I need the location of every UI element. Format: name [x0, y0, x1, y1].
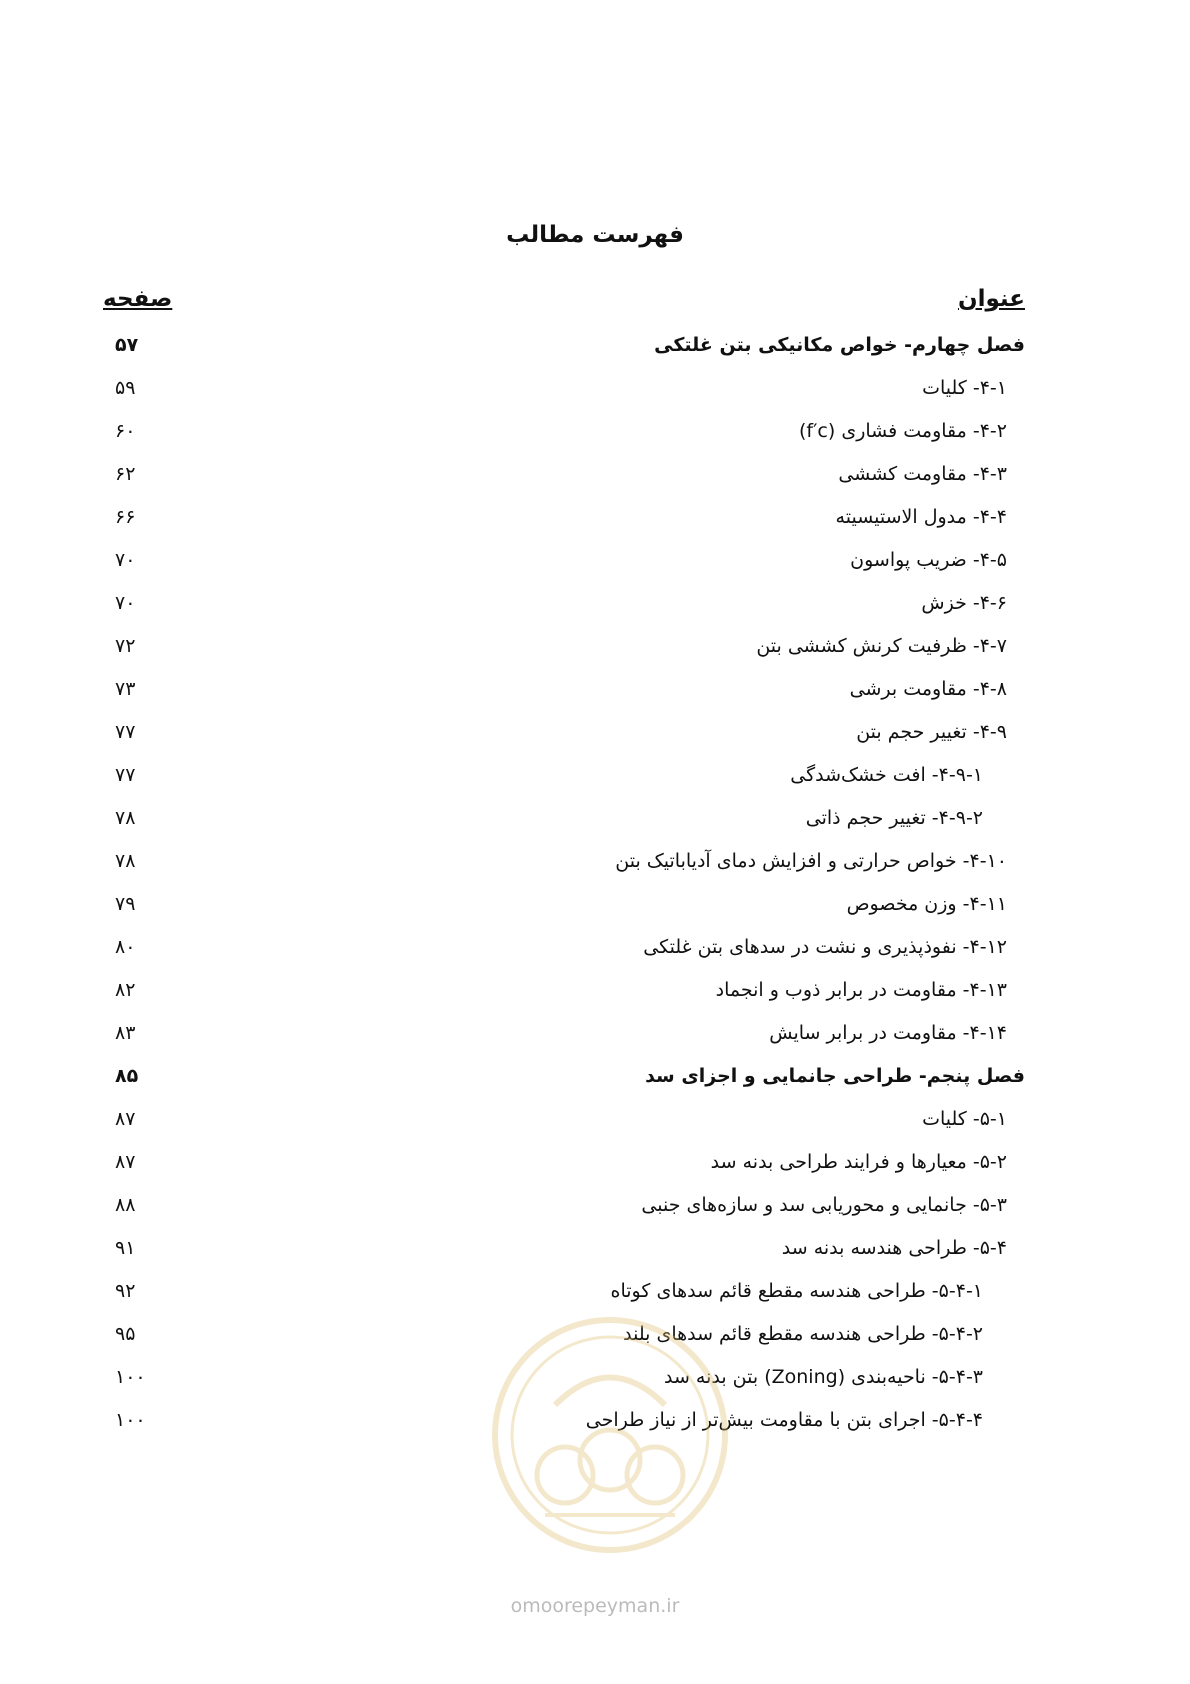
toc-entry-label: ۵-۴-۴- اجرای بتن با مقاومت بیش‌تر از نیاز طراحی — [585, 1409, 983, 1431]
toc-entry-page: ۷۹ — [115, 893, 136, 915]
toc-entry-label: ۴-۹-۱- افت خشک‌شدگی — [790, 764, 983, 786]
toc-entry-label: ۵-۴- طراحی هندسه بدنه سد — [781, 1237, 1007, 1259]
toc-entry-label: فصل چهارم- خواص مکانیکی بتن غلتکی — [654, 334, 1025, 356]
toc-entry-page: ۷۰ — [115, 592, 136, 614]
toc-entry-page: ۸۷ — [115, 1151, 136, 1173]
column-header-page: صفحه — [103, 286, 173, 312]
watermark-logo-icon — [485, 1310, 735, 1560]
toc-entry[interactable] — [0, 373, 1190, 419]
toc-entry-chapter[interactable] — [0, 1061, 1190, 1107]
toc-entry-page: ۷۷ — [115, 764, 136, 786]
toc-entry-page: ۵۹ — [115, 377, 136, 399]
toc-entry-page: ۹۲ — [115, 1280, 136, 1302]
toc-entry-page: ۷۸ — [115, 850, 136, 872]
toc-entry-label: ۴-۲- مقاومت فشاری (f′c) — [799, 420, 1007, 442]
toc-entry-page: ۹۱ — [115, 1237, 136, 1259]
toc-entry[interactable] — [0, 588, 1190, 634]
toc-entry-page: ۱۰۰ — [115, 1409, 146, 1431]
toc-entry-label: ۴-۴- مدول الاستیسیته — [835, 506, 1007, 528]
toc-entry-label: ۴-۹- تغییر حجم بتن — [856, 721, 1007, 743]
toc-entry[interactable] — [0, 1190, 1190, 1236]
toc-entry-label: ۵-۴-۳- ناحیه‌بندی (Zoning) بتن بدنه سد — [663, 1366, 983, 1388]
toc-entry[interactable] — [0, 717, 1190, 763]
toc-entry-label: ۴-۱۴- مقاومت در برابر سایش — [769, 1022, 1007, 1044]
toc-entry-page: ۷۸ — [115, 807, 136, 829]
toc-entry-label: ۵-۳- جانمایی و محوریابی سد و سازه‌های جنبی — [641, 1194, 1007, 1216]
toc-entry[interactable] — [0, 1104, 1190, 1150]
toc-entry[interactable] — [0, 545, 1190, 591]
toc-entry[interactable] — [0, 1233, 1190, 1279]
toc-entry-page: ۷۷ — [115, 721, 136, 743]
toc-entry-label: ۵-۴-۲- طراحی هندسه مقطع قائم سدهای بلند — [623, 1323, 983, 1345]
toc-entry[interactable] — [0, 631, 1190, 677]
toc-entry-label: ۴-۶- خزش — [921, 592, 1007, 614]
watermark-site-text: omoorepeyman.ir — [510, 1595, 680, 1617]
toc-entry-page: ۸۸ — [115, 1194, 136, 1216]
toc-entry-label: ۵-۲- معیارها و فرایند طراحی بدنه سد — [710, 1151, 1007, 1173]
toc-entry-page: ۷۰ — [115, 549, 136, 571]
toc-entry-label: ۴-۷- ظرفیت کرنش کششی بتن — [756, 635, 1007, 657]
toc-entry-page: ۹۵ — [115, 1323, 136, 1345]
toc-entry-label: ۴-۱۲- نفوذپذیری و نشت در سدهای بتن غلتکی — [643, 936, 1007, 958]
toc-entry-page: ۸۲ — [115, 979, 136, 1001]
toc-entry-label: ۴-۱۰- خواص حرارتی و افزایش دمای آدیاباتیک بتن — [615, 850, 1007, 872]
toc-entry-page: ۸۳ — [115, 1022, 136, 1044]
toc-entry-sub[interactable] — [0, 803, 1190, 849]
toc-entry-page: ۸۰ — [115, 936, 136, 958]
toc-entry[interactable] — [0, 459, 1190, 505]
toc-entry-label: ۴-۱۱- وزن مخصوص — [846, 893, 1007, 915]
toc-entry[interactable] — [0, 846, 1190, 892]
toc-entry-page: ۶۲ — [115, 463, 136, 485]
toc-entry[interactable] — [0, 674, 1190, 720]
toc-entry-label: ۴-۱- کلیات — [922, 377, 1007, 399]
toc-entry-label: فصل پنجم- طراحی جانمایی و اجزای سد — [645, 1065, 1025, 1087]
column-header-title: عنوان — [957, 286, 1025, 312]
toc-entry-page: ۶۰ — [115, 420, 136, 442]
toc-entry-label: ۴-۱۳- مقاومت در برابر ذوب و انجماد — [715, 979, 1007, 1001]
toc-entry[interactable] — [0, 1018, 1190, 1064]
toc-entry-label: ۴-۵- ضریب پواسون — [850, 549, 1007, 571]
toc-entry-page: ۱۰۰ — [115, 1366, 146, 1388]
toc-entry-chapter[interactable] — [0, 330, 1190, 376]
toc-entry-page: ۶۶ — [115, 506, 136, 528]
toc-entry-label: ۴-۸- مقاومت برشی — [849, 678, 1007, 700]
toc-entry[interactable] — [0, 889, 1190, 935]
toc-entry[interactable] — [0, 932, 1190, 978]
toc-entry-page: ۷۲ — [115, 635, 136, 657]
toc-entry-label: ۵-۴-۱- طراحی هندسه مقطع قائم سدهای کوتاه — [610, 1280, 983, 1302]
toc-entry-page: ۸۷ — [115, 1108, 136, 1130]
toc-entry-page: ۵۷ — [115, 334, 139, 356]
toc-entry-sub[interactable] — [0, 760, 1190, 806]
toc-entry-label: ۴-۹-۲- تغییر حجم ذاتی — [805, 807, 983, 829]
toc-entry-page: ۸۵ — [115, 1065, 139, 1087]
toc-entry[interactable] — [0, 1147, 1190, 1193]
toc-entry-label: ۴-۳- مقاومت کششی — [838, 463, 1007, 485]
page-title: فهرست مطالب — [506, 222, 684, 248]
toc-entry[interactable] — [0, 502, 1190, 548]
toc-entry[interactable] — [0, 975, 1190, 1021]
toc-entry-page: ۷۳ — [115, 678, 136, 700]
toc-entry[interactable] — [0, 416, 1190, 462]
toc-entry-label: ۵-۱- کلیات — [922, 1108, 1007, 1130]
